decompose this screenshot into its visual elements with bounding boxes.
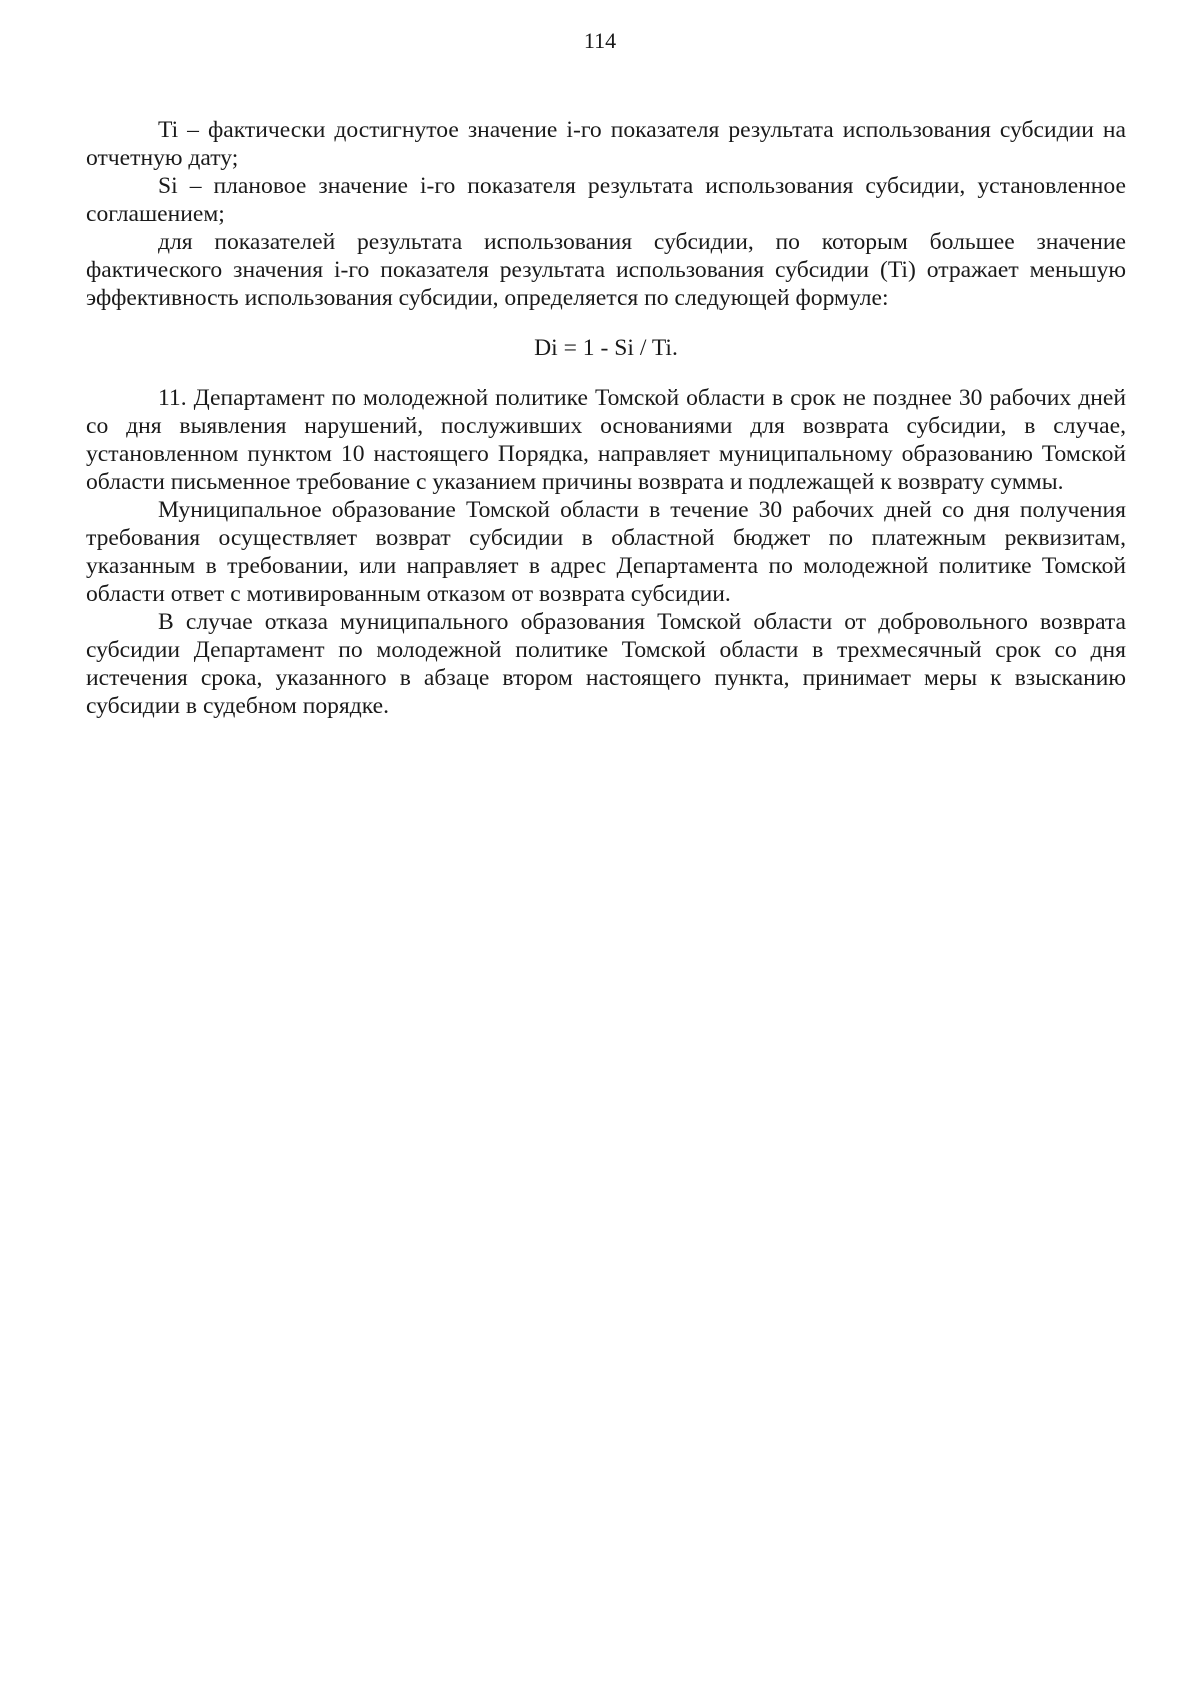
definition-ti: Ti – фактически достигнутое значение i-го показателя результата использования субсидии на отчетную дату; <box>86 117 1126 171</box>
page-number: 114 <box>583 28 617 53</box>
definition-si: Si – плановое значение i-го показателя результата использования субсидии, установленное соглашением; <box>86 173 1126 227</box>
paragraph-refund-procedure: Муниципальное образование Томской области в течение 30 рабочих дней со дня получения требования осуществляет возврат субсидии в областной бюджет по платежным реквизитам, указанным в требовании, или направляет в адрес Департамента по молодежной политике Томской области ответ с мотивированным отказом от возврата субсидии. <box>86 497 1126 607</box>
formula: Di = 1 - Si / Ti. <box>534 335 678 361</box>
formula-intro: для показателей результата использования субсидии, по которым большее значение фактического значения i-го показателя результата использования субсидии (Ti) отражает меньшую эффективность использования субсидии, определяется по следующей формуле: <box>86 229 1126 311</box>
paragraph-refusal-recovery: В случае отказа муниципального образования Томской области от добровольного возврата субсидии Департамент по молодежной политике Томской области в трехмесячный срок со дня истечения срока, указанного в абзаце втором настоящего пункта, принимает меры к взысканию субсидии в судебном порядке. <box>86 609 1126 719</box>
document-body <box>86 116 1126 720</box>
paragraph-item-11: 11. Департамент по молодежной политике Томской области в срок не позднее 30 рабочих дней со дня выявления нарушений, послуживших основаниями для возврата субсидии, в случае, установленном пунктом 10 настоящего Порядка, направляет муниципальному образованию Томской области письменное требование с указанием причины возврата и подлежащей к возврату суммы. <box>86 385 1126 495</box>
